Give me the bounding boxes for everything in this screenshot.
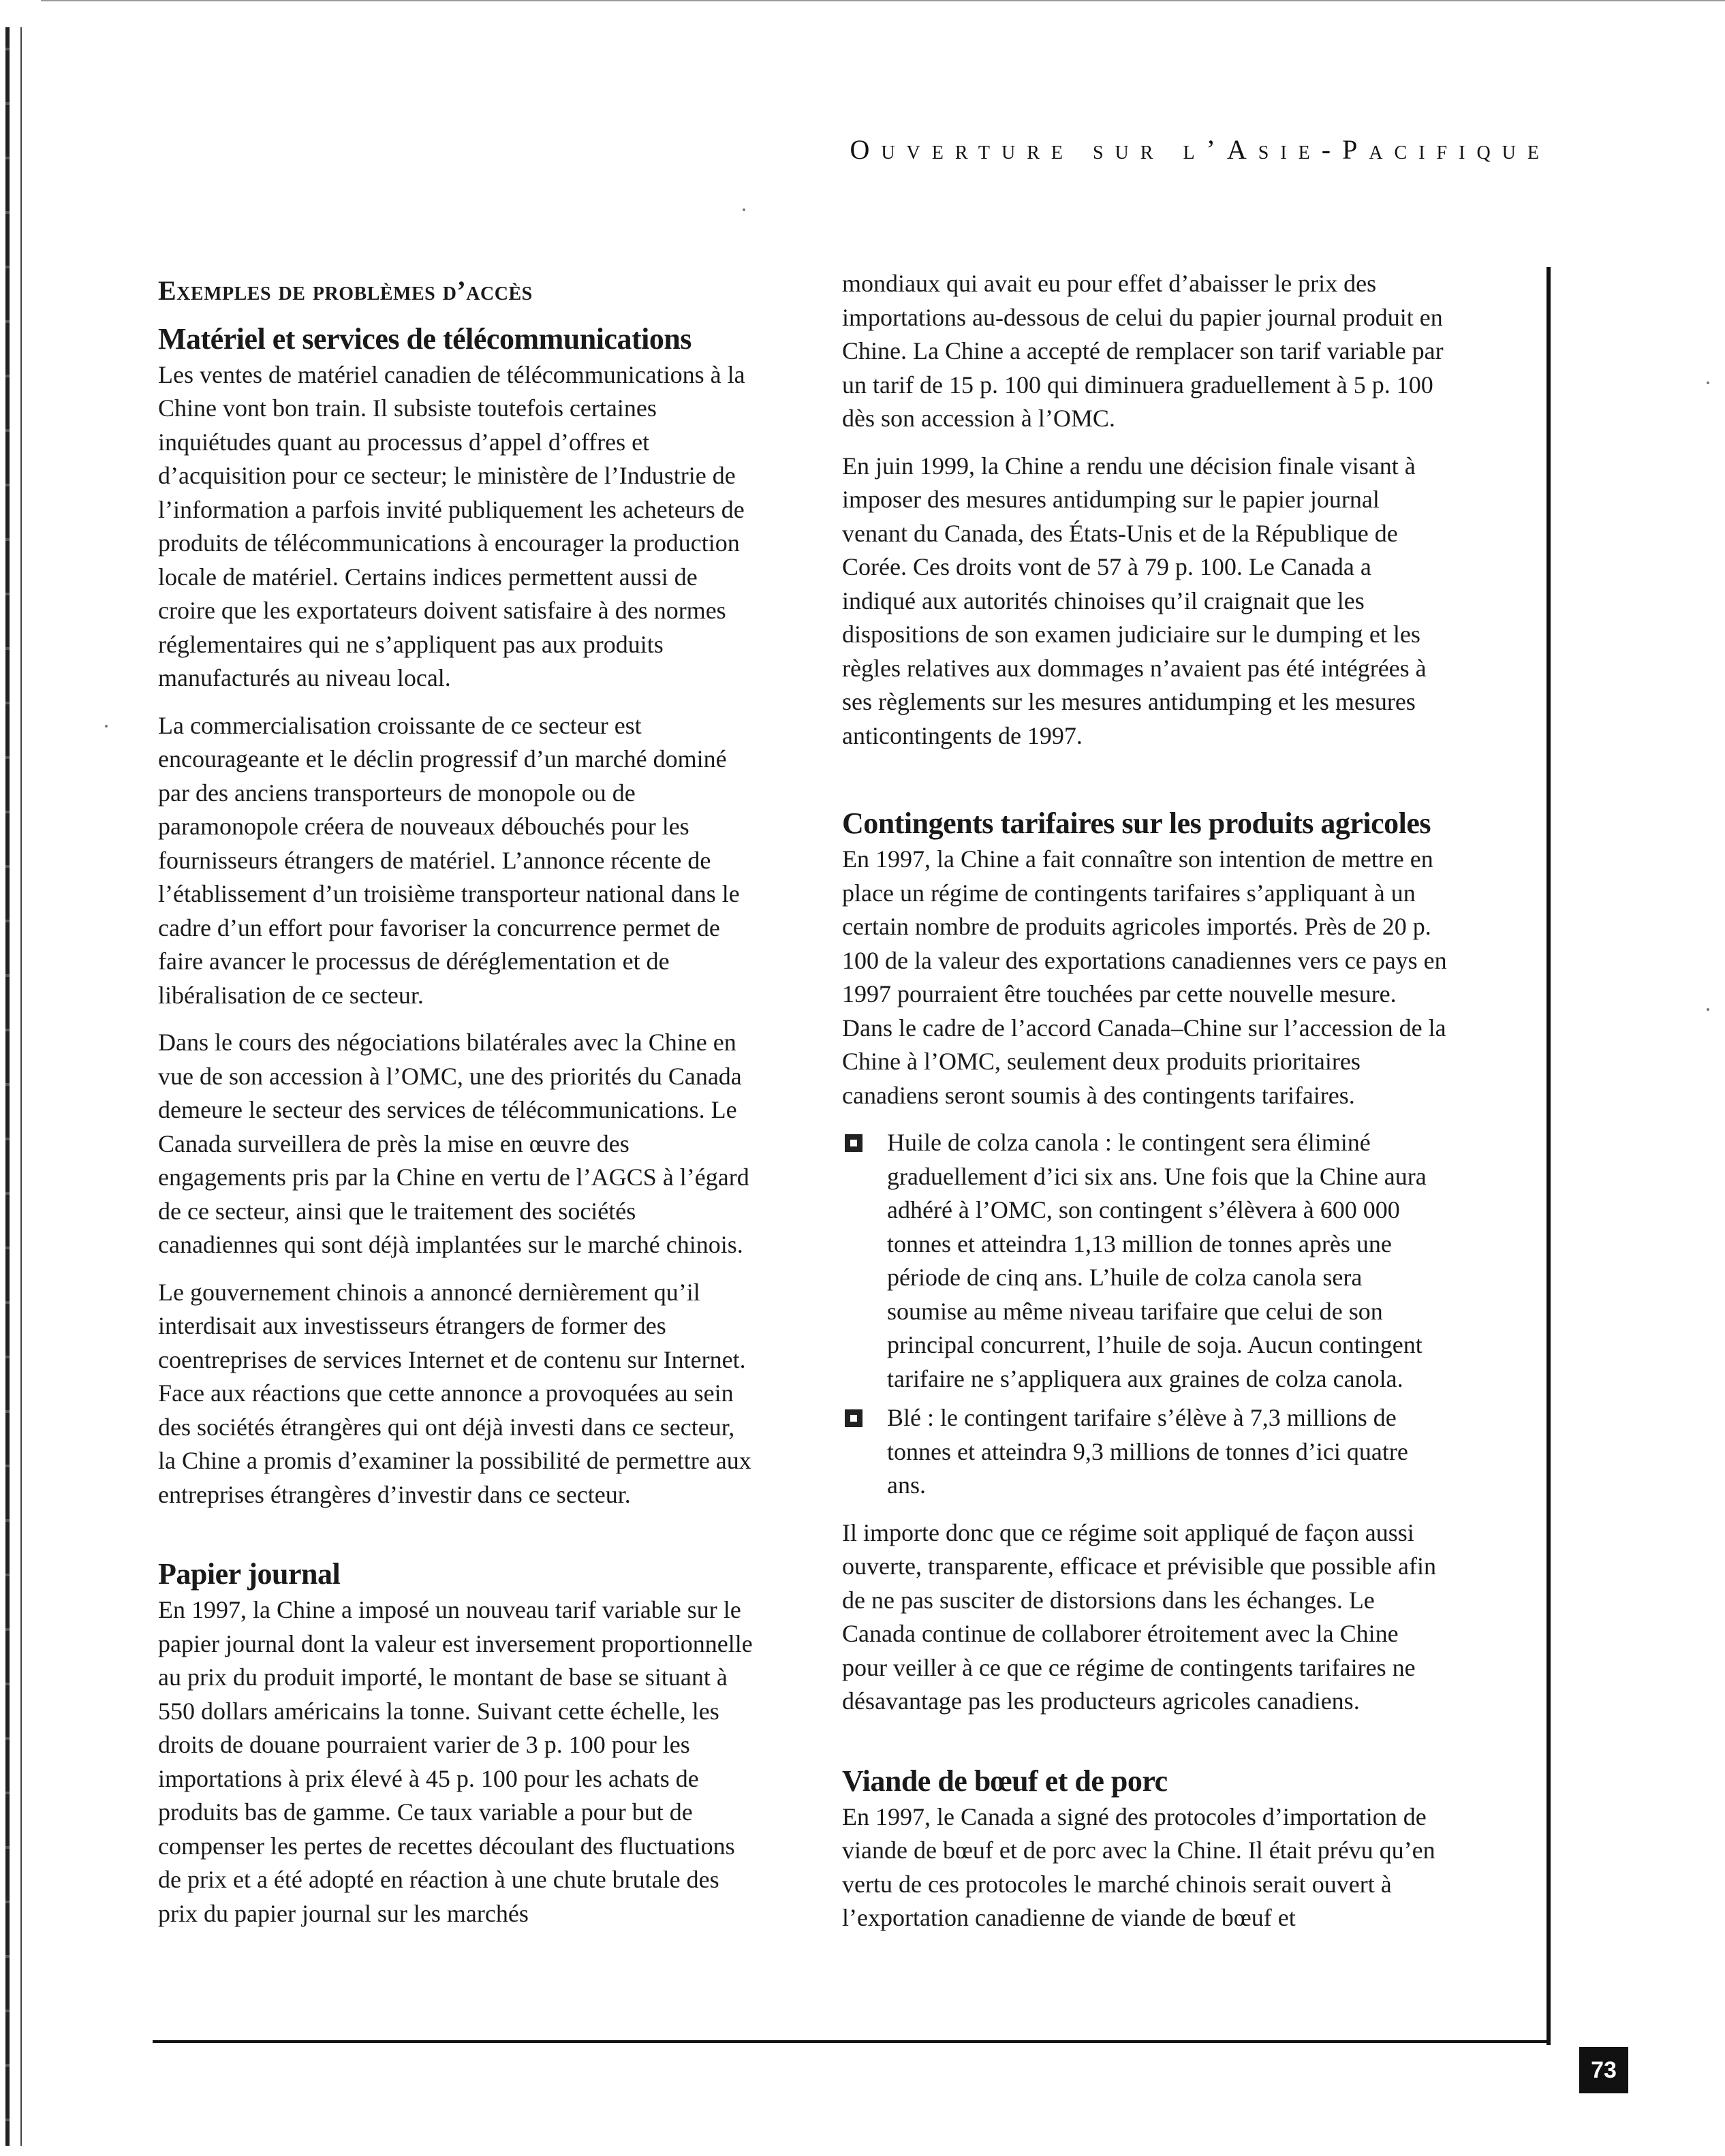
bottom-rule	[153, 2040, 1551, 2043]
paragraph: En 1997, la Chine a fait connaître son intention de mettre en place un régime de contingents tarifaires s’appliquant à un certain nombre de produits agricoles importés. Près de 20 p. 100 de la valeur des exportations canadiennes vers ce pays en 1997 pourraient être touchées par cette nouvelle mesure. Dans le cadre de l’accord Canada–Chine sur l’accession de la Chine à l’OMC, seulement deux produits prioritaires canadiens seront soumis à des contingents tarifaires.	[842, 845, 1447, 1109]
binding-edge-line	[20, 27, 22, 2146]
right-column	[842, 267, 1448, 1949]
margin-rule	[1547, 267, 1551, 2045]
paragraph: Dans le cours des négociations bilatérales avec la Chine en vue de son accession à l’OMC, une des priorités du Canada demeure le secteur des services de télécommunications. Le Canada surveillera de près la mise en œuvre des engagements pris par la Chine en vertu de l’AGCS à l’égard de ce secteur, ainsi que le traitement des sociétés canadiennes qui sont déjà implantées sur le marché chinois.	[158, 1029, 749, 1258]
paragraph: Les ventes de matériel canadien de télécommunications à la Chine vont bon train. Il subsiste toutefois certaines inquiétudes quant au processus d’appel d’offres et d’acquisition pour ce secteur; le ministère de l’Industrie de l’information a parfois invité publiquement les acheteurs de produits de télécommunications à encourager la production locale de matériel. Certains indices permettent aussi de croire que les exportateurs doivent satisfaire à des normes réglementaires qui ne s’appliquent pas aux produits manufacturés au niveau local.	[158, 360, 745, 691]
paragraph: La commercialisation croissante de ce secteur est encourageante et le déclin progressif d’un marché dominé par des anciens transporteurs de monopole ou de paramonopole créera de nouveaux débouchés pour les fournisseurs étrangers de matériel. L’annonce récente de l’établissement d’un troisième transporteur national dans le cadre d’un effort pour favoriser la concurrence permet de faire avancer le processus de déréglementation et de libéralisation de ce secteur.	[158, 711, 740, 1009]
bullet-list	[842, 1126, 1448, 1503]
running-head: Ouverture sur l’Asie-Pacifique	[850, 134, 1551, 165]
paragraph: Le gouvernement chinois a annoncé dernièrement qu’il interdisait aux investisseurs étrangers de former des coentreprises de services Internet et de contenu sur Internet. Face aux réactions que cette annonce a provoquées au sein des sociétés étrangères qui ont déjà investi dans ce secteur, la Chine a promis d’examiner la possibilité de permettre aux entreprises étrangères d’investir dans ce secteur.	[158, 1278, 751, 1508]
list-item-text: Blé : le contingent tarifaire s’élève à 7,3 millions de tonnes et atteindra 9,3 millions de tonnes d’ici quatre ans.	[887, 1404, 1408, 1499]
scan-speck	[1707, 381, 1709, 384]
paragraph: mondiaux qui avait eu pour effet d’abaisser le prix des importations au-dessous de celui du papier journal produit en Chine. La Chine a accepté de remplacer son tarif variable par un tarif de 15 p. 100 qui diminuera graduellement à 5 p. 100 dès son accession à l’OMC.	[842, 270, 1444, 432]
paragraph: En 1997, le Canada a signé des protocoles d’importation de viande de bœuf et de porc avec la Chine. Il était prévu qu’en vertu de ces protocoles le marché chinois serait ouvert à l’exportation canadienne de viande de bœuf et	[842, 1802, 1435, 1931]
left-column	[158, 267, 758, 1944]
paragraph: En juin 1999, la Chine a rendu une décision finale visant à imposer des mesures antidumping sur le papier journal venant du Canada, des États-Unis et de la République de Corée. Ces droits vont de 57 à 79 p. 100. Le Canada a indiqué aux autorités chinoises qu’il craignait que les dispositions de son examen judiciaire sur le dumping et les règles relatives aux dommages n’avaient pas été intégrées à ses règlements sur les mesures antidumping et les mesures anticontingents de 1997.	[842, 452, 1427, 749]
heading-papier-journal: Papier journal	[158, 1557, 341, 1591]
paragraph: En 1997, la Chine a imposé un nouveau tarif variable sur le papier journal dont la valeur est inversement proportionnelle au prix du produit importé, le montant de base se situant à 550 dollars américains la tonne. Suivant cette échelle, les droits de douane pourraient varier de 3 p. 100 pour les importations à prix élevé à 45 p. 100 pour les achats de produits bas de gamme. Ce taux variable a pour but de compenser les pertes de recettes découlant des fluctuations de prix et a été adopté en réaction à une chute brutale des prix du papier journal sur les marchés	[158, 1596, 753, 1927]
scan-speck	[743, 208, 745, 211]
heading-contingents: Contingents tarifaires sur les produits agricoles	[842, 807, 1431, 840]
list-item	[842, 1401, 1448, 1503]
scan-speck	[1707, 1008, 1709, 1011]
binding-edge	[5, 27, 10, 2146]
top-rule	[41, 0, 1725, 1]
section-label: Exemples de problèmes d’accès	[158, 275, 533, 306]
list-item	[842, 1126, 1448, 1396]
square-bullet-icon	[845, 1409, 862, 1427]
page-number: 73	[1579, 2047, 1628, 2093]
list-item-text: Huile de colza canola : le contingent sera éliminé graduellement d’ici six ans. Une fois que la Chine aura adhéré à l’OMC, son contingent s’élèvera à 600 000 tonnes et atteindra 1,13 million de tonnes après une période de cinq ans. L’huile de colza canola sera soumise au même niveau tarifaire que celui de son principal concurrent, l’huile de soja. Aucun contingent tarifaire ne s’appliquera aux graines de colza canola.	[887, 1129, 1427, 1392]
heading-telecom: Matériel et services de télécommunications	[158, 322, 691, 356]
scan-speck	[105, 725, 108, 728]
heading-viande: Viande de bœuf et de porc	[842, 1764, 1168, 1798]
paragraph: Il importe donc que ce régime soit appliqué de façon aussi ouverte, transparente, efficace et prévisible que possible afin de ne pas susciter de distorsions dans les échanges. Le Canada continue de collaborer étroitement avec la Chine pour veiller à ce que ce régime de contingents tarifaires ne désavantage pas les producteurs agricoles canadiens.	[842, 1518, 1436, 1715]
square-bullet-icon	[845, 1134, 862, 1152]
